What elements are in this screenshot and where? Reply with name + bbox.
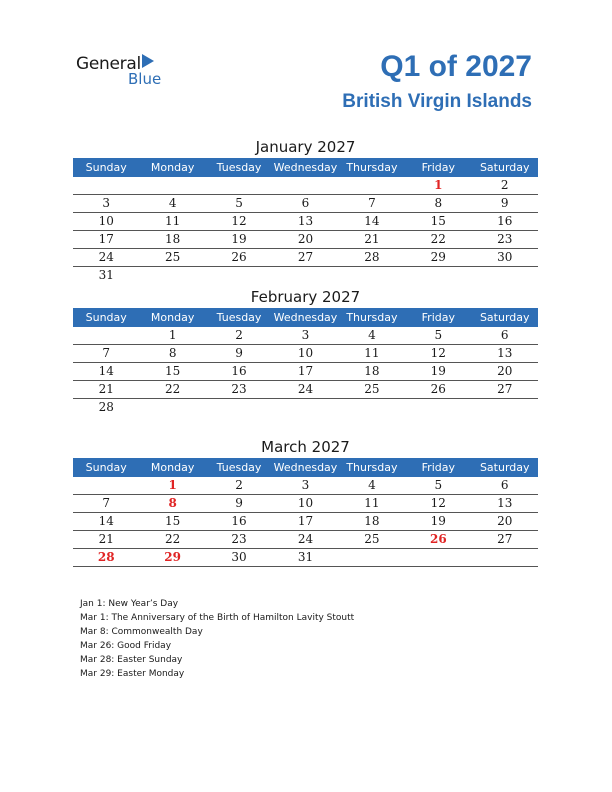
weekday-label: Tuesday (216, 311, 262, 324)
weekday-label: Wednesday (273, 461, 338, 474)
weekday-label: Wednesday (273, 161, 338, 174)
day-cell: 14 (98, 364, 114, 378)
day-cell: 15 (430, 214, 446, 228)
day-cell (339, 177, 405, 194)
day-cell (272, 399, 338, 416)
day-cell: 20 (297, 232, 314, 246)
week-row (73, 531, 538, 549)
day-cell: 28 (98, 400, 114, 414)
day-cell (339, 399, 405, 416)
day-cell: 3 (301, 478, 310, 492)
weekday-label: Tuesday (216, 161, 262, 174)
day-cell: 14 (364, 214, 380, 228)
day-cell: 21 (364, 232, 380, 246)
generalblue-logo (76, 52, 176, 88)
week-row (73, 549, 538, 567)
day-cell: 18 (364, 364, 380, 378)
day-cell (139, 177, 205, 194)
day-cell: 23 (231, 382, 247, 396)
weekday-label: Thursday (346, 311, 398, 324)
weekday-label: Saturday (479, 461, 530, 474)
day-cell: 9 (235, 346, 243, 360)
day-cell: 4 (368, 328, 376, 342)
day-cell: 21 (98, 382, 114, 396)
day-cell: 10 (98, 214, 114, 228)
weekday-label: Sunday (85, 311, 127, 324)
day-cell: 8 (168, 346, 177, 360)
day-cell: 19 (430, 514, 446, 528)
weekday-label: Tuesday (216, 461, 262, 474)
day-cell: 5 (434, 478, 443, 492)
logo-blue-text: Blue (128, 70, 162, 88)
day-cell: 26 (429, 532, 447, 546)
weekday-label: Wednesday (273, 311, 338, 324)
day-cell: 29 (164, 550, 181, 564)
weekday-label: Saturday (479, 311, 530, 324)
day-cell: 13 (297, 214, 314, 228)
day-cell: 31 (297, 550, 314, 564)
day-cell: 2 (235, 328, 243, 342)
day-cell (339, 267, 405, 284)
day-cell: 27 (497, 382, 513, 396)
holiday-entry: Mar 8: Commonwealth Day (80, 627, 203, 637)
day-cell: 25 (364, 532, 380, 546)
week-row (73, 363, 538, 381)
month-february (73, 286, 538, 416)
day-cell (272, 177, 338, 194)
country-name: British Virgin Islands (342, 91, 532, 112)
day-cell (472, 399, 538, 416)
day-cell: 3 (301, 328, 310, 342)
weekday-label: Friday (421, 161, 455, 174)
day-cell: 7 (368, 196, 376, 210)
week-row (73, 231, 538, 249)
day-cell: 22 (430, 232, 446, 246)
day-cell (206, 399, 272, 416)
day-cell: 12 (430, 496, 446, 510)
day-cell: 17 (297, 514, 314, 528)
day-cell: 21 (98, 532, 114, 546)
day-cell (139, 399, 205, 416)
day-cell: 27 (297, 250, 314, 264)
quarter-title: Q1 of 2027 (380, 50, 532, 83)
week-row (73, 513, 538, 531)
day-cell: 5 (434, 328, 443, 342)
day-cell (206, 177, 272, 194)
day-cell: 28 (364, 250, 380, 264)
day-cell: 11 (364, 496, 380, 510)
weekday-label: Sunday (85, 161, 127, 174)
day-cell: 31 (98, 268, 114, 282)
weekday-label: Saturday (479, 161, 530, 174)
day-cell: 19 (231, 232, 247, 246)
day-cell: 12 (231, 214, 247, 228)
day-cell: 1 (168, 328, 177, 342)
day-cell: 24 (297, 532, 314, 546)
day-cell: 13 (497, 496, 513, 510)
day-cell (272, 267, 338, 284)
day-cell: 22 (164, 382, 181, 396)
day-cell: 11 (364, 346, 380, 360)
day-cell: 6 (500, 478, 509, 492)
day-cell: 10 (297, 346, 314, 360)
day-cell: 20 (497, 514, 513, 528)
holiday-entry: Mar 29: Easter Monday (80, 669, 185, 679)
weekday-label: Thursday (346, 161, 398, 174)
day-cell: 14 (98, 514, 114, 528)
holiday-entry: Jan 1: New Year’s Day (80, 599, 179, 609)
day-cell: 16 (497, 214, 513, 228)
day-cell (73, 327, 139, 344)
holiday-entry: Mar 28: Easter Sunday (80, 655, 183, 665)
day-cell: 4 (368, 478, 376, 492)
month-title: March 2027 (261, 438, 350, 456)
day-cell: 5 (235, 196, 243, 210)
day-cell: 23 (497, 232, 513, 246)
day-cell: 29 (430, 250, 446, 264)
weekday-label: Monday (150, 161, 195, 174)
week-row (73, 495, 538, 513)
day-cell: 23 (231, 532, 247, 546)
day-cell (405, 549, 471, 566)
week-row (73, 213, 538, 231)
day-cell: 30 (231, 550, 247, 564)
day-cell (139, 267, 205, 284)
month-title: February 2027 (250, 288, 361, 306)
day-cell: 3 (102, 196, 111, 210)
week-row (73, 195, 538, 213)
day-cell: 10 (297, 496, 314, 510)
day-cell: 16 (231, 364, 247, 378)
week-row (73, 249, 538, 267)
day-cell: 26 (430, 382, 446, 396)
day-cell: 7 (102, 346, 111, 360)
day-cell: 19 (430, 364, 446, 378)
day-cell: 24 (98, 250, 114, 264)
weekday-label: Monday (150, 461, 195, 474)
day-cell: 1 (434, 178, 443, 192)
day-cell (405, 267, 471, 284)
day-cell: 8 (168, 496, 177, 510)
day-cell: 20 (497, 364, 513, 378)
day-cell (206, 267, 272, 284)
logo-general-text: General (76, 54, 141, 74)
day-cell (339, 549, 405, 566)
day-cell: 12 (430, 346, 446, 360)
day-cell: 15 (164, 364, 181, 378)
month-march (73, 436, 538, 567)
day-cell: 18 (164, 232, 181, 246)
holiday-list (80, 597, 354, 681)
day-cell: 17 (297, 364, 314, 378)
day-cell: 9 (235, 496, 243, 510)
day-cell: 25 (164, 250, 181, 264)
weekday-header (73, 308, 538, 327)
day-cell (472, 549, 538, 566)
weekday-header (73, 158, 538, 177)
holiday-entry: Mar 26: Good Friday (80, 641, 172, 651)
day-cell: 2 (500, 178, 509, 192)
day-cell: 25 (364, 382, 380, 396)
day-cell: 6 (500, 328, 509, 342)
day-cell: 26 (231, 250, 247, 264)
weekday-header (73, 458, 538, 477)
day-cell: 4 (168, 196, 177, 210)
week-row (73, 399, 538, 416)
day-cell: 17 (98, 232, 114, 246)
day-cell: 2 (235, 478, 243, 492)
holiday-entry: Mar 1: The Anniversary of the Birth of Hamilton Lavity Stoutt (80, 613, 355, 623)
day-cell: 16 (231, 514, 247, 528)
weekday-label: Sunday (85, 461, 127, 474)
day-cell (73, 477, 139, 494)
month-january (73, 136, 538, 284)
day-cell (405, 399, 471, 416)
day-cell: 8 (434, 196, 443, 210)
week-row (73, 477, 538, 495)
day-cell: 6 (301, 196, 310, 210)
day-cell (472, 267, 538, 284)
day-cell: 1 (168, 478, 177, 492)
day-cell: 27 (497, 532, 513, 546)
day-cell: 15 (164, 514, 181, 528)
day-cell: 30 (497, 250, 513, 264)
day-cell: 9 (500, 196, 509, 210)
day-cell: 13 (497, 346, 513, 360)
week-row (73, 327, 538, 345)
day-cell: 7 (102, 496, 111, 510)
month-title: January 2027 (255, 138, 356, 156)
day-cell (73, 177, 139, 194)
day-cell: 24 (297, 382, 314, 396)
day-cell: 22 (164, 532, 181, 546)
week-row (73, 345, 538, 363)
weekday-label: Thursday (346, 461, 398, 474)
weekday-label: Monday (150, 311, 195, 324)
week-row (73, 381, 538, 399)
week-row (73, 267, 538, 284)
weekday-label: Friday (421, 311, 455, 324)
day-cell: 28 (97, 550, 115, 564)
day-cell: 18 (364, 514, 380, 528)
weekday-label: Friday (421, 461, 455, 474)
week-row (73, 177, 538, 195)
day-cell: 11 (164, 214, 181, 228)
logo-flag-icon (142, 54, 154, 68)
